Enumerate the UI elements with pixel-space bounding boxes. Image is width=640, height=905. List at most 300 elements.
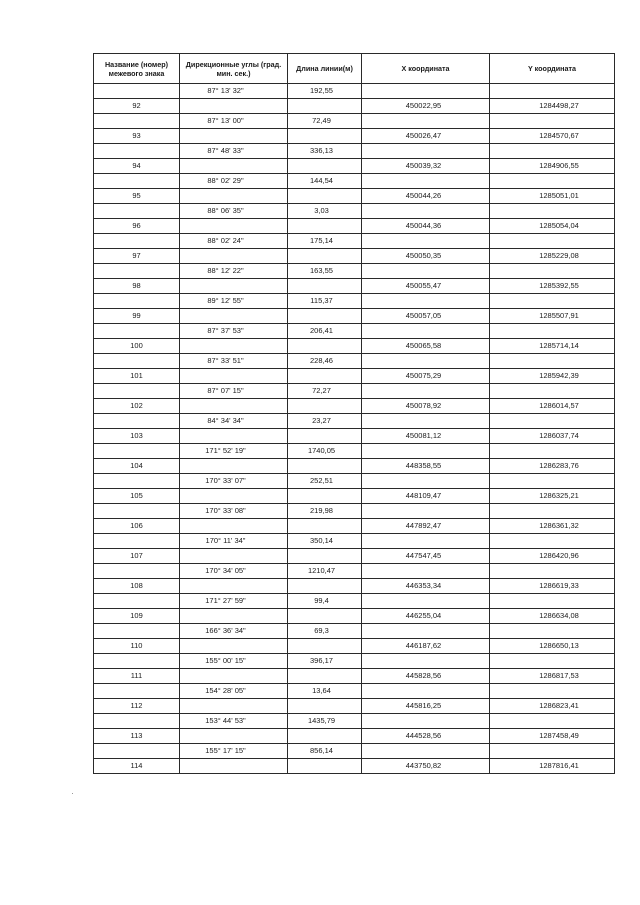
table-row-line-segment bbox=[94, 114, 615, 129]
table-row-boundary-point bbox=[94, 549, 615, 564]
x-coordinate: 447892,47 bbox=[405, 521, 442, 531]
table-row-line-segment bbox=[94, 174, 615, 189]
y-coordinate-cell bbox=[490, 339, 615, 354]
table-row-line-segment bbox=[94, 654, 615, 669]
directional-angle: 170° 33' 07" bbox=[205, 476, 246, 486]
x-coordinate-cell bbox=[362, 324, 490, 339]
y-coordinate: 1285051,01 bbox=[539, 191, 579, 201]
x-coordinate-cell bbox=[362, 414, 490, 429]
directional-angle: 84° 34' 34" bbox=[207, 416, 244, 426]
line-length: 206,41 bbox=[310, 326, 333, 336]
x-coordinate: 450075,29 bbox=[405, 371, 442, 381]
boundary-mark-number-cell bbox=[94, 429, 180, 444]
y-coordinate-cell bbox=[490, 654, 615, 669]
x-coordinate: 444528,56 bbox=[405, 731, 442, 741]
directional-angle-cell bbox=[180, 654, 288, 669]
line-length-cell bbox=[288, 609, 362, 624]
line-length-cell bbox=[288, 339, 362, 354]
line-length-cell bbox=[288, 519, 362, 534]
x-coordinate-cell bbox=[362, 699, 490, 714]
line-length: 350,14 bbox=[310, 536, 333, 546]
line-length-cell bbox=[288, 729, 362, 744]
table-row-boundary-point bbox=[94, 219, 615, 234]
line-length-cell bbox=[288, 399, 362, 414]
table-header bbox=[94, 54, 615, 84]
x-coordinate-cell bbox=[362, 429, 490, 444]
table-row-boundary-point bbox=[94, 429, 615, 444]
table-row-boundary-point bbox=[94, 399, 615, 414]
boundary-mark-number: 108 bbox=[130, 581, 143, 591]
line-length: 856,14 bbox=[310, 746, 333, 756]
directional-angle-cell bbox=[180, 204, 288, 219]
boundary-mark-number-cell bbox=[94, 144, 180, 159]
table-row-line-segment bbox=[94, 84, 615, 99]
directional-angle-cell bbox=[180, 339, 288, 354]
line-length-cell bbox=[288, 714, 362, 729]
x-coordinate-cell bbox=[362, 249, 490, 264]
line-length-cell bbox=[288, 744, 362, 759]
boundary-mark-number-cell bbox=[94, 699, 180, 714]
directional-angle: 87° 33' 51" bbox=[207, 356, 244, 366]
x-coordinate-cell bbox=[362, 489, 490, 504]
boundary-mark-number: 104 bbox=[130, 461, 143, 471]
boundary-mark-number-cell bbox=[94, 729, 180, 744]
x-coordinate-cell bbox=[362, 654, 490, 669]
y-coordinate-cell bbox=[490, 519, 615, 534]
directional-angle: 155° 00' 15" bbox=[205, 656, 246, 666]
directional-angle-cell bbox=[180, 294, 288, 309]
x-coordinate-cell bbox=[362, 549, 490, 564]
x-coordinate-cell bbox=[362, 609, 490, 624]
directional-angle-cell bbox=[180, 264, 288, 279]
y-coordinate-cell bbox=[490, 99, 615, 114]
directional-angle: 87° 37' 53" bbox=[207, 326, 244, 336]
y-coordinate-cell bbox=[490, 609, 615, 624]
line-length: 252,51 bbox=[310, 476, 333, 486]
y-coordinate-cell bbox=[490, 714, 615, 729]
line-length-cell bbox=[288, 699, 362, 714]
boundary-mark-number-cell bbox=[94, 309, 180, 324]
boundary-mark-number-cell bbox=[94, 204, 180, 219]
table-row-boundary-point bbox=[94, 759, 615, 774]
directional-angle-cell bbox=[180, 549, 288, 564]
y-coordinate: 1285942,39 bbox=[539, 371, 579, 381]
table-row-line-segment bbox=[94, 744, 615, 759]
x-coordinate: 450022,95 bbox=[405, 101, 442, 111]
line-length: 1435,79 bbox=[307, 716, 336, 726]
table-row-line-segment bbox=[94, 264, 615, 279]
boundary-mark-number-cell bbox=[94, 324, 180, 339]
directional-angle-cell bbox=[180, 354, 288, 369]
boundary-mark-number-cell bbox=[94, 174, 180, 189]
directional-angle-cell bbox=[180, 114, 288, 129]
boundary-mark-number-cell bbox=[94, 264, 180, 279]
boundary-mark-number-cell bbox=[94, 339, 180, 354]
x-coordinate: 443750,82 bbox=[405, 761, 442, 771]
line-length-cell bbox=[288, 504, 362, 519]
boundary-mark-number: 114 bbox=[130, 761, 143, 771]
boundary-mark-number-cell bbox=[94, 639, 180, 654]
directional-angle-cell bbox=[180, 444, 288, 459]
boundary-mark-number: 99 bbox=[132, 311, 141, 321]
boundary-mark-number: 103 bbox=[130, 431, 143, 441]
y-coordinate: 1285392,55 bbox=[539, 281, 579, 291]
boundary-mark-number-cell bbox=[94, 129, 180, 144]
table-row-boundary-point bbox=[94, 669, 615, 684]
table-row-boundary-point bbox=[94, 249, 615, 264]
boundary-mark-number-cell bbox=[94, 684, 180, 699]
x-coordinate: 448358,55 bbox=[405, 461, 442, 471]
y-coordinate-cell bbox=[490, 684, 615, 699]
table-row-line-segment bbox=[94, 354, 615, 369]
boundary-mark-number-cell bbox=[94, 399, 180, 414]
line-length-cell bbox=[288, 414, 362, 429]
boundary-mark-number: 95 bbox=[132, 191, 141, 201]
y-coordinate: 1286634,08 bbox=[539, 611, 579, 621]
y-coordinate-cell bbox=[490, 234, 615, 249]
table-row-boundary-point bbox=[94, 519, 615, 534]
x-coordinate: 450081,12 bbox=[405, 431, 442, 441]
directional-angle: 88° 12' 22" bbox=[207, 266, 244, 276]
directional-angle: 155° 17' 15" bbox=[205, 746, 246, 756]
line-length-cell bbox=[288, 324, 362, 339]
directional-angle-cell bbox=[180, 129, 288, 144]
directional-angle: 89° 12' 55" bbox=[207, 296, 244, 306]
table-row-boundary-point bbox=[94, 309, 615, 324]
boundary-mark-number-cell bbox=[94, 594, 180, 609]
table-row-line-segment bbox=[94, 684, 615, 699]
x-coordinate-cell bbox=[362, 369, 490, 384]
line-length-cell bbox=[288, 459, 362, 474]
x-coordinate-cell bbox=[362, 459, 490, 474]
line-length-cell bbox=[288, 144, 362, 159]
line-length-cell bbox=[288, 429, 362, 444]
x-coordinate: 450055,47 bbox=[405, 281, 442, 291]
y-coordinate-cell bbox=[490, 729, 615, 744]
x-coordinate-cell bbox=[362, 264, 490, 279]
header-line-length: Длина линии(м) bbox=[288, 54, 362, 84]
directional-angle-cell bbox=[180, 504, 288, 519]
scan-speck bbox=[72, 793, 73, 794]
boundary-mark-number-cell bbox=[94, 84, 180, 99]
y-coordinate-cell bbox=[490, 459, 615, 474]
y-coordinate-cell bbox=[490, 294, 615, 309]
directional-angle-cell bbox=[180, 174, 288, 189]
y-coordinate-cell bbox=[490, 759, 615, 774]
line-length-cell bbox=[288, 114, 362, 129]
boundary-mark-number: 96 bbox=[132, 221, 141, 231]
table-row-line-segment bbox=[94, 414, 615, 429]
table-row-boundary-point bbox=[94, 189, 615, 204]
y-coordinate-cell bbox=[490, 204, 615, 219]
x-coordinate-cell bbox=[362, 744, 490, 759]
table-row-boundary-point bbox=[94, 279, 615, 294]
line-length-cell bbox=[288, 159, 362, 174]
x-coordinate-cell bbox=[362, 159, 490, 174]
boundary-coordinates-table bbox=[93, 53, 615, 774]
y-coordinate-cell bbox=[490, 429, 615, 444]
directional-angle: 166° 36' 34" bbox=[205, 626, 246, 636]
x-coordinate: 446255,04 bbox=[405, 611, 442, 621]
y-coordinate-cell bbox=[490, 384, 615, 399]
table-row-line-segment bbox=[94, 204, 615, 219]
boundary-mark-number-cell bbox=[94, 564, 180, 579]
x-coordinate-cell bbox=[362, 174, 490, 189]
line-length-cell bbox=[288, 549, 362, 564]
boundary-mark-number-cell bbox=[94, 354, 180, 369]
line-length-cell bbox=[288, 354, 362, 369]
y-coordinate-cell bbox=[490, 159, 615, 174]
directional-angle: 171° 27' 59" bbox=[205, 596, 246, 606]
x-coordinate-cell bbox=[362, 384, 490, 399]
line-length-cell bbox=[288, 624, 362, 639]
y-coordinate: 1286014,57 bbox=[539, 401, 579, 411]
x-coordinate-cell bbox=[362, 99, 490, 114]
boundary-mark-number-cell bbox=[94, 744, 180, 759]
directional-angle-cell bbox=[180, 699, 288, 714]
line-length-cell bbox=[288, 639, 362, 654]
table-row-boundary-point bbox=[94, 369, 615, 384]
directional-angle-cell bbox=[180, 234, 288, 249]
directional-angle-cell bbox=[180, 459, 288, 474]
line-length-cell bbox=[288, 474, 362, 489]
directional-angle-cell bbox=[180, 249, 288, 264]
line-length-cell bbox=[288, 759, 362, 774]
y-coordinate: 1285507,91 bbox=[539, 311, 579, 321]
boundary-mark-number-cell bbox=[94, 384, 180, 399]
boundary-mark-number: 100 bbox=[130, 341, 143, 351]
table-row-line-segment bbox=[94, 594, 615, 609]
y-coordinate-cell bbox=[490, 534, 615, 549]
header-y-coordinate: Y координата bbox=[490, 54, 615, 84]
x-coordinate: 448109,47 bbox=[405, 491, 442, 501]
boundary-mark-number: 102 bbox=[130, 401, 143, 411]
x-coordinate-cell bbox=[362, 474, 490, 489]
line-length-cell bbox=[288, 249, 362, 264]
line-length-cell bbox=[288, 594, 362, 609]
table-row-boundary-point bbox=[94, 129, 615, 144]
table-row-boundary-point bbox=[94, 339, 615, 354]
line-length-cell bbox=[288, 204, 362, 219]
boundary-mark-number-cell bbox=[94, 369, 180, 384]
y-coordinate: 1286619,33 bbox=[539, 581, 579, 591]
x-coordinate-cell bbox=[362, 504, 490, 519]
y-coordinate: 1286823,41 bbox=[539, 701, 579, 711]
y-coordinate: 1286037,74 bbox=[539, 431, 579, 441]
directional-angle-cell bbox=[180, 279, 288, 294]
x-coordinate-cell bbox=[362, 534, 490, 549]
boundary-mark-number: 110 bbox=[130, 641, 143, 651]
x-coordinate-cell bbox=[362, 399, 490, 414]
table-row-line-segment bbox=[94, 384, 615, 399]
table-row-line-segment bbox=[94, 534, 615, 549]
line-length-cell bbox=[288, 579, 362, 594]
line-length-cell bbox=[288, 234, 362, 249]
table-row-line-segment bbox=[94, 624, 615, 639]
line-length: 23,27 bbox=[312, 416, 331, 426]
y-coordinate-cell bbox=[490, 249, 615, 264]
boundary-mark-number-cell bbox=[94, 489, 180, 504]
directional-angle: 170° 33' 08" bbox=[205, 506, 246, 516]
x-coordinate: 450050,35 bbox=[405, 251, 442, 261]
boundary-mark-number-cell bbox=[94, 99, 180, 114]
y-coordinate-cell bbox=[490, 354, 615, 369]
document-sheet bbox=[93, 53, 615, 774]
x-coordinate: 445816,25 bbox=[405, 701, 442, 711]
directional-angle-cell bbox=[180, 609, 288, 624]
table-row-boundary-point bbox=[94, 609, 615, 624]
line-length: 228,46 bbox=[310, 356, 333, 366]
line-length-cell bbox=[288, 84, 362, 99]
line-length: 144,54 bbox=[310, 176, 333, 186]
directional-angle-cell bbox=[180, 324, 288, 339]
table-row-line-segment bbox=[94, 234, 615, 249]
boundary-mark-number-cell bbox=[94, 579, 180, 594]
x-coordinate: 446353,34 bbox=[405, 581, 442, 591]
table-row-line-segment bbox=[94, 714, 615, 729]
boundary-mark-number: 106 bbox=[130, 521, 143, 531]
x-coordinate-cell bbox=[362, 519, 490, 534]
y-coordinate-cell bbox=[490, 324, 615, 339]
line-length: 1210,47 bbox=[307, 566, 336, 576]
directional-angle-cell bbox=[180, 99, 288, 114]
y-coordinate-cell bbox=[490, 639, 615, 654]
x-coordinate-cell bbox=[362, 189, 490, 204]
directional-angle: 87° 13' 32" bbox=[207, 86, 244, 96]
line-length: 115,37 bbox=[310, 296, 333, 306]
directional-angle: 88° 06' 35" bbox=[207, 206, 244, 216]
boundary-mark-number: 98 bbox=[132, 281, 141, 291]
x-coordinate-cell bbox=[362, 204, 490, 219]
line-length-cell bbox=[288, 444, 362, 459]
y-coordinate: 1284498,27 bbox=[539, 101, 579, 111]
x-coordinate-cell bbox=[362, 354, 490, 369]
directional-angle-cell bbox=[180, 399, 288, 414]
boundary-mark-number-cell bbox=[94, 474, 180, 489]
table-row-boundary-point bbox=[94, 459, 615, 474]
directional-angle-cell bbox=[180, 219, 288, 234]
boundary-mark-number-cell bbox=[94, 519, 180, 534]
y-coordinate-cell bbox=[490, 369, 615, 384]
boundary-mark-number-cell bbox=[94, 654, 180, 669]
boundary-mark-number-cell bbox=[94, 459, 180, 474]
boundary-mark-number: 94 bbox=[132, 161, 141, 171]
y-coordinate-cell bbox=[490, 114, 615, 129]
table-row-boundary-point bbox=[94, 159, 615, 174]
boundary-mark-number-cell bbox=[94, 624, 180, 639]
y-coordinate: 1285229,08 bbox=[539, 251, 579, 261]
line-length-cell bbox=[288, 279, 362, 294]
y-coordinate-cell bbox=[490, 219, 615, 234]
boundary-mark-number: 112 bbox=[130, 701, 143, 711]
line-length-cell bbox=[288, 129, 362, 144]
directional-angle-cell bbox=[180, 189, 288, 204]
directional-angle-cell bbox=[180, 639, 288, 654]
x-coordinate-cell bbox=[362, 729, 490, 744]
line-length-cell bbox=[288, 99, 362, 114]
directional-angle-cell bbox=[180, 684, 288, 699]
directional-angle: 170° 34' 05" bbox=[205, 566, 246, 576]
directional-angle-cell bbox=[180, 474, 288, 489]
y-coordinate-cell bbox=[490, 399, 615, 414]
y-coordinate: 1286361,32 bbox=[539, 521, 579, 531]
boundary-mark-number: 97 bbox=[132, 251, 141, 261]
x-coordinate: 445828,56 bbox=[405, 671, 442, 681]
directional-angle-cell bbox=[180, 729, 288, 744]
y-coordinate-cell bbox=[490, 264, 615, 279]
x-coordinate: 450044,36 bbox=[405, 221, 442, 231]
y-coordinate-cell bbox=[490, 744, 615, 759]
line-length: 72,27 bbox=[312, 386, 331, 396]
boundary-mark-number: 105 bbox=[130, 491, 143, 501]
y-coordinate: 1285054,04 bbox=[539, 221, 579, 231]
y-coordinate-cell bbox=[490, 504, 615, 519]
y-coordinate-cell bbox=[490, 444, 615, 459]
x-coordinate-cell bbox=[362, 84, 490, 99]
y-coordinate-cell bbox=[490, 624, 615, 639]
table-row-line-segment bbox=[94, 294, 615, 309]
directional-angle-cell bbox=[180, 159, 288, 174]
boundary-mark-number: 111 bbox=[130, 671, 143, 681]
boundary-mark-number: 113 bbox=[130, 731, 143, 741]
directional-angle: 87° 48' 33" bbox=[207, 146, 244, 156]
x-coordinate-cell bbox=[362, 579, 490, 594]
boundary-mark-number: 93 bbox=[132, 131, 141, 141]
directional-angle: 88° 02' 24" bbox=[207, 236, 244, 246]
x-coordinate-cell bbox=[362, 339, 490, 354]
x-coordinate-cell bbox=[362, 219, 490, 234]
directional-angle-cell bbox=[180, 429, 288, 444]
boundary-mark-number-cell bbox=[94, 534, 180, 549]
directional-angle-cell bbox=[180, 384, 288, 399]
directional-angle-cell bbox=[180, 414, 288, 429]
x-coordinate-cell bbox=[362, 624, 490, 639]
line-length-cell bbox=[288, 264, 362, 279]
table-row-line-segment bbox=[94, 444, 615, 459]
line-length-cell bbox=[288, 309, 362, 324]
x-coordinate: 450039,32 bbox=[405, 161, 442, 171]
directional-angle-cell bbox=[180, 144, 288, 159]
y-coordinate-cell bbox=[490, 174, 615, 189]
line-length-cell bbox=[288, 669, 362, 684]
y-coordinate-cell bbox=[490, 189, 615, 204]
boundary-mark-number-cell bbox=[94, 189, 180, 204]
y-coordinate-cell bbox=[490, 489, 615, 504]
directional-angle-cell bbox=[180, 624, 288, 639]
line-length-cell bbox=[288, 489, 362, 504]
y-coordinate-cell bbox=[490, 309, 615, 324]
line-length-cell bbox=[288, 369, 362, 384]
line-length-cell bbox=[288, 684, 362, 699]
y-coordinate: 1286817,53 bbox=[539, 671, 579, 681]
boundary-mark-number-cell bbox=[94, 279, 180, 294]
directional-angle-cell bbox=[180, 519, 288, 534]
x-coordinate-cell bbox=[362, 234, 490, 249]
y-coordinate-cell bbox=[490, 579, 615, 594]
y-coordinate-cell bbox=[490, 144, 615, 159]
header-row bbox=[94, 54, 615, 84]
line-length-cell bbox=[288, 294, 362, 309]
line-length: 3,03 bbox=[314, 206, 329, 216]
boundary-mark-number: 92 bbox=[132, 101, 141, 111]
y-coordinate: 1286650,13 bbox=[539, 641, 579, 651]
directional-angle: 153° 44' 53" bbox=[205, 716, 246, 726]
directional-angle-cell bbox=[180, 369, 288, 384]
table-row-boundary-point bbox=[94, 699, 615, 714]
directional-angle-cell bbox=[180, 579, 288, 594]
directional-angle: 87° 07' 15" bbox=[207, 386, 244, 396]
boundary-mark-number-cell bbox=[94, 549, 180, 564]
